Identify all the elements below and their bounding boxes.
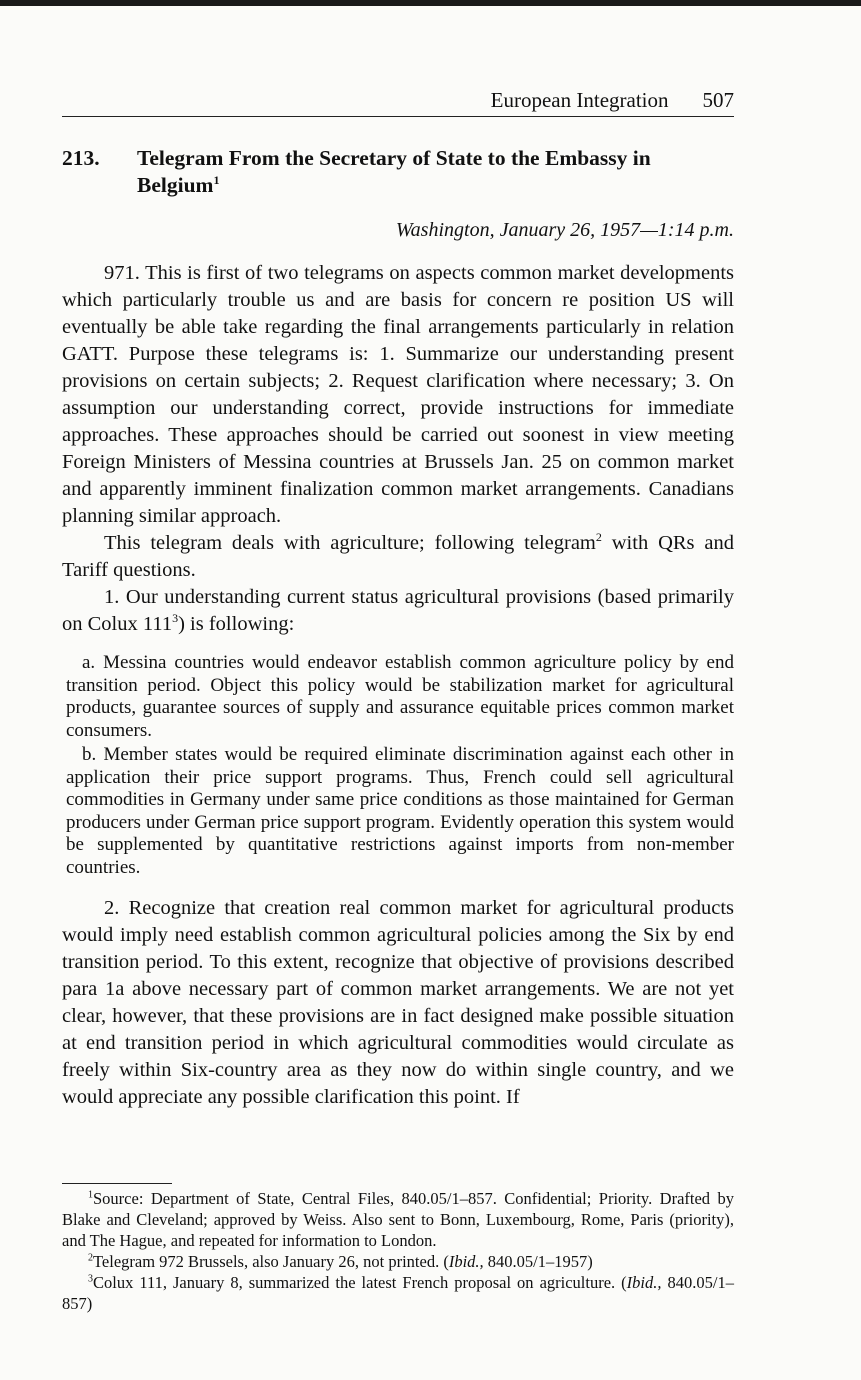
footnote-2-mark: 2 xyxy=(88,1252,93,1264)
footnote-ref-1: 1 xyxy=(213,172,220,187)
footnote-2-ibid: Ibid., xyxy=(448,1252,484,1271)
footnotes xyxy=(62,1183,734,1314)
paragraph-intro: 971. This is first of two telegrams on aspects common market developments which particularly trouble us and are basis for concern re position US will eventually be able take regarding the final arrangements particularly in relation GATT. Purpose these telegrams is: 1. Summarize our understanding present provisions on certain subjects; 2. Request clarification where necessary; 3. On assumption our understanding correct, provide instructions for immediate approaches. These approaches should be carried out soonest in view meeting Foreign Ministers of Messina countries at Brussels Jan. 25 on common market and apparently imminent finalization common market arrangements. Canadians planning similar approach. xyxy=(62,262,734,527)
running-head-section: European Integration xyxy=(490,88,669,112)
document-heading xyxy=(62,145,734,199)
footnote-3-mark: 3 xyxy=(88,1273,93,1285)
paragraph-agriculture-tail: with QRs and Tariff questions. xyxy=(62,532,734,581)
footnote-3-ibid: Ibid., xyxy=(626,1273,662,1292)
footnote-ref-2: 2 xyxy=(595,530,602,545)
document-title-text: Telegram From the Secretary of State to the Embassy in Belgium xyxy=(137,146,651,197)
paragraph-understanding-text: 1. Our understanding current status agricultural provisions (based primarily on Colux 111 xyxy=(62,586,734,635)
footnote-1 xyxy=(62,1188,734,1251)
document-number: 213. xyxy=(62,146,100,170)
paragraph-understanding xyxy=(62,584,734,638)
document-title xyxy=(137,145,734,199)
quoted-provisions xyxy=(66,652,734,879)
footnote-2-text: Telegram 972 Brussels, also January 26, not printed. ( xyxy=(93,1252,449,1271)
paragraph-agriculture-text: This telegram deals with agriculture; following telegram xyxy=(104,532,596,554)
running-head xyxy=(62,88,734,117)
footnote-2 xyxy=(62,1251,734,1272)
quoted-item-a: a. Messina countries would endeavor establish common agriculture policy by end transition period. Object this policy would be stabilization market for agricultural products, guarantee sources of supply and assurance equitable prices common market consumers. xyxy=(66,652,734,741)
paragraph-understanding-tail: ) is following: xyxy=(178,613,295,635)
telegram-body xyxy=(62,260,734,1111)
footnote-3 xyxy=(62,1272,734,1314)
footnote-1-mark: 1 xyxy=(88,1189,93,1201)
document-page xyxy=(62,88,734,1111)
footnote-3-tail: 840.05/1–857) xyxy=(62,1273,734,1313)
page-number: 507 xyxy=(702,88,734,112)
quoted-item-b: b. Member states would be required eliminate discrimination against each other in application their price support programs. Thus, French could sell agricultural commodities in Germany under same price conditions as those maintained for German producers under German price support program. Evidently operation this system would be supplemented by quantitative restrictions against imports from non-member countries. xyxy=(66,744,734,878)
footnote-3-text: Colux 111, January 8, summarized the latest French proposal on agriculture. ( xyxy=(93,1273,627,1292)
page-top-edge xyxy=(0,0,861,6)
footnote-ref-3: 3 xyxy=(172,611,179,626)
dateline: Washington, January 26, 1957—1:14 p.m. xyxy=(395,219,734,241)
paragraph-2: 2. Recognize that creation real common market for agricultural products would imply need establish common agricultural policies among the Six by end transition period. To this extent, recognize that objective of provisions described para 1a above necessary part of common market arrangements. We are not yet clear, however, that these provisions are in fact designed make possible situation at end transition period in which agricultural commodities would circulate as freely within Six-country area as they now do within single country, and we would appreciate any possible clarification this point. If xyxy=(62,897,734,1108)
paragraph-agriculture xyxy=(62,530,734,584)
footnote-rule xyxy=(62,1183,172,1184)
footnote-2-tail: 840.05/1–1957) xyxy=(483,1252,593,1271)
footnote-1-text: Source: Department of State, Central Files, 840.05/1–857. Confidential; Priority. Drafted by Blake and Cleveland; approved by Weiss. Also sent to Bonn, Luxembourg, Rome, Paris (priority), and The Hague, and repeated for information to London. xyxy=(62,1189,734,1250)
